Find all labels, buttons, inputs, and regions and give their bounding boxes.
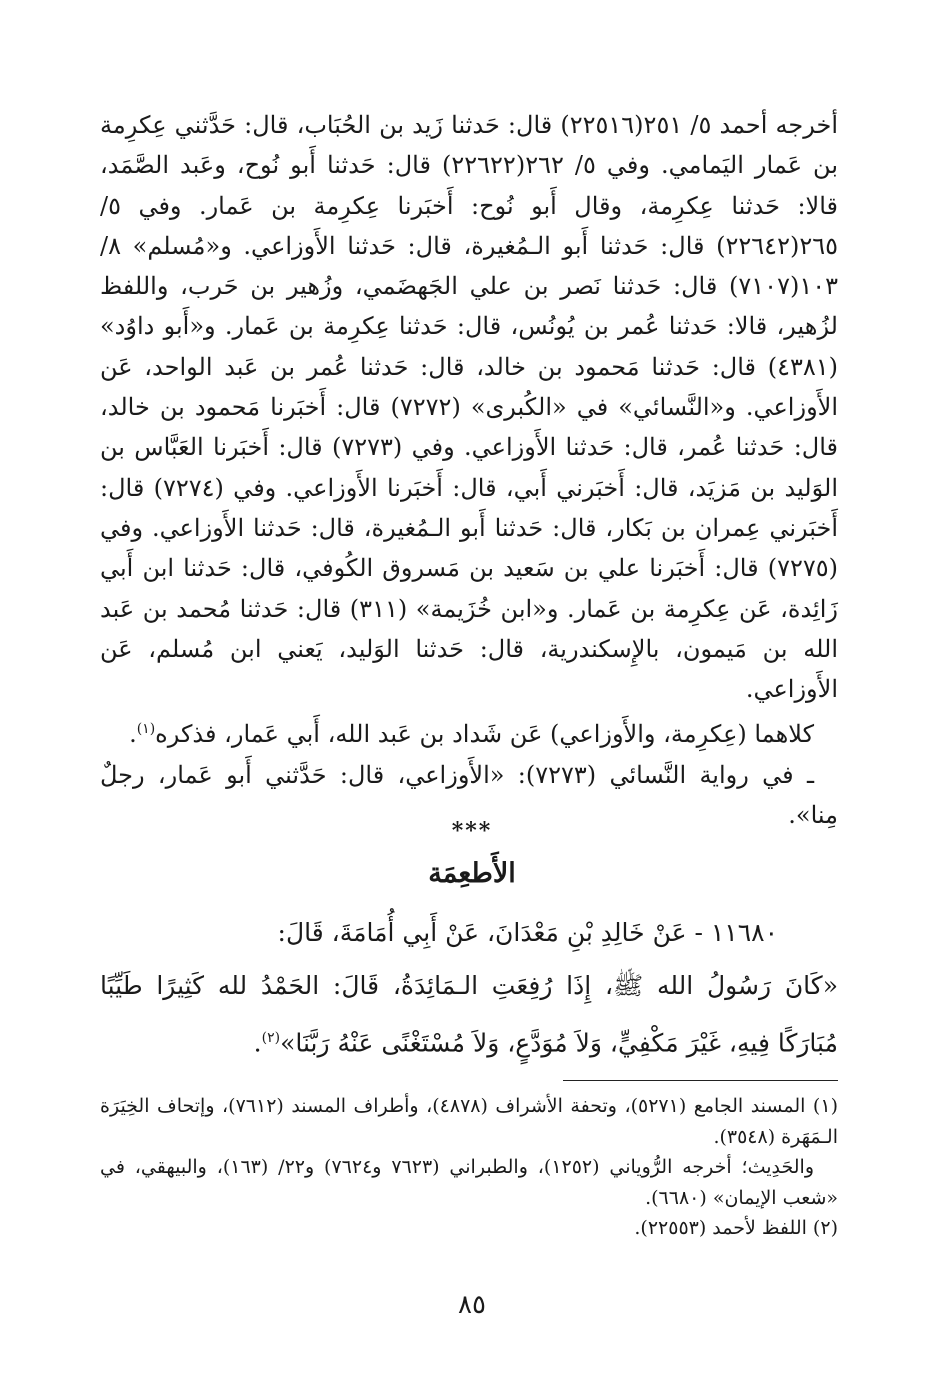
nasai-note-paragraph: ـ في رواية النَّسائي (٧٢٧٣): «الأَوزاعي، قال: حَدَّثني أَبو عَمار، رجلٌ مِنا». — [100, 760, 838, 830]
section-title: الأَطعِمَة — [428, 858, 516, 889]
page-number: ٨٥ — [458, 1290, 486, 1320]
main-text-block — [100, 105, 838, 835]
hadith-number: ١١٦٨٠ - — [686, 918, 778, 947]
hadith-isnad: عَنْ خَالِدِ بْنِ مَعْدَانَ، عَنْ أَبِي أُمَامَةَ، قَالَ: — [277, 918, 687, 947]
period: . — [129, 720, 137, 749]
footnote-ref-2: (٢) — [261, 1030, 281, 1046]
footnote-2: (٢) اللفظ لأحمد (٢٢٥٥٣). — [634, 1217, 838, 1239]
footnote-1: (١) المسند الجامع (٥٢٧١)، وتحفة الأشراف (٤٨٧٨)، وأطراف المسند (٧٦١٢)، وإتحاف الخِيَرَة الـمَهَرة (٣٥٤٨). — [100, 1095, 838, 1148]
hadith-text: «كَانَ رَسُولُ الله ﷺ، إِذَا رُفِعَتِ الـمَائِدَةُ، قَالَ: الحَمْدُ لله كَثِيرًا طَيِّبًا مُبَارَكًا فِيهِ، غَيْرَ مَكْفِيٍّ، وَلاَ مُوَدَّعٍ، وَلاَ مُسْتَغْنًى عَنْهُ رَبَّنَا» — [100, 971, 838, 1058]
footnote-divider — [563, 1080, 838, 1081]
takhrij-paragraph: أخرجه أحمد ٥/ ٢٥١(٢٢٥١٦) قال: حَدثنا زَيد بن الحُبَاب، قال: حَدَّثني عِكرِمة بن عَمار اليَمامي. وفي ٥/ ٢٦٢(٢٢٦٢٢) قال: حَدثنا أَبو نُوح، وعَبد الصَّمَد، قالا: حَدثنا عِكرِمة، وقال أَبو نُوح: أَخبَرنا عِكرِمة بن عَمار. وفي ٥/ ٢٦٥(٢٢٦٤٢) قال: حَدثنا أَبو الـمُغيرة، قال: حَدثنا الأَوزاعي. و«مُسلم» ٨/ ١٠٣(٧١٠٧) قال: حَدثنا نَصر بن علي الجَهضَمي، وزُهير بن حَرب، واللفظ لزُهير، قالا: حَدثنا عُمر بن يُونُس، قال: حَدثنا عِكرِمة بن عَمار. و«أَبو داوُد» (٤٣٨١) قال: حَدثنا مَحمود بن خالد، قال: حَدثنا عُمر بن عَبد الواحد، عَن الأَوزاعي. و«النَّسائي» في «الكُبرى» (٧٢٧٢) قال: أَخبَرنا مَحمود بن خالد، قال: حَدثنا عُمر، قال: حَدثنا الأَوزاعي. وفي (٧٢٧٣) قال: أَخبَرنا العَبَّاس بن الوَليد بن مَزيَد، قال: أَخبَرني أَبي، قال: أَخبَرنا الأَوزاعي. وفي (٧٢٧٤) قال: أَخبَرني عِمران بن بَكار، قال: حَدثنا أَبو الـمُغيرة، قال: حَدثنا الأَوزاعي. وفي (٧٢٧٥) قال: أَخبَرنا علي بن سَعيد بن مَسروق الكُوفي، قال: حَدثنا ابن أَبي زَائِدة، عَن عِكرِمة بن عَمار. و«ابن خُزَيمة» (٣١١) قال: حَدثنا مُحمد بن عَبد الله بن مَيمون، بالإِسكندرية، قال: حَدثنا الوَليد، يَعني ابن مُسلم، عَن الأَوزاعي. — [100, 111, 839, 704]
hadith-matn — [100, 959, 838, 1069]
section-separator: *** — [451, 818, 493, 844]
footnote-1-continued: والحَدِيث؛ أخرجه الرُّوياني (١٢٥٢)، والطبراني (٧٦٢٣ و٧٦٢٤) و٢٢/ (١٦٣)، والبيهقي، في «شعب الإيمان» (٦٦٨٠). — [100, 1156, 838, 1209]
summary-text: كلاهما (عِكرِمة، والأَوزاعي) عَن شَداد بن عَبد الله، أَبي عَمار، فذكره — [155, 720, 814, 749]
summary-paragraph — [100, 709, 838, 754]
hadith-end: . — [253, 1028, 262, 1058]
footnote-ref-1: (١) — [136, 721, 156, 738]
hadith-block — [100, 906, 838, 1069]
footnotes-block — [100, 1091, 838, 1244]
hadith-intro-line — [100, 906, 838, 959]
